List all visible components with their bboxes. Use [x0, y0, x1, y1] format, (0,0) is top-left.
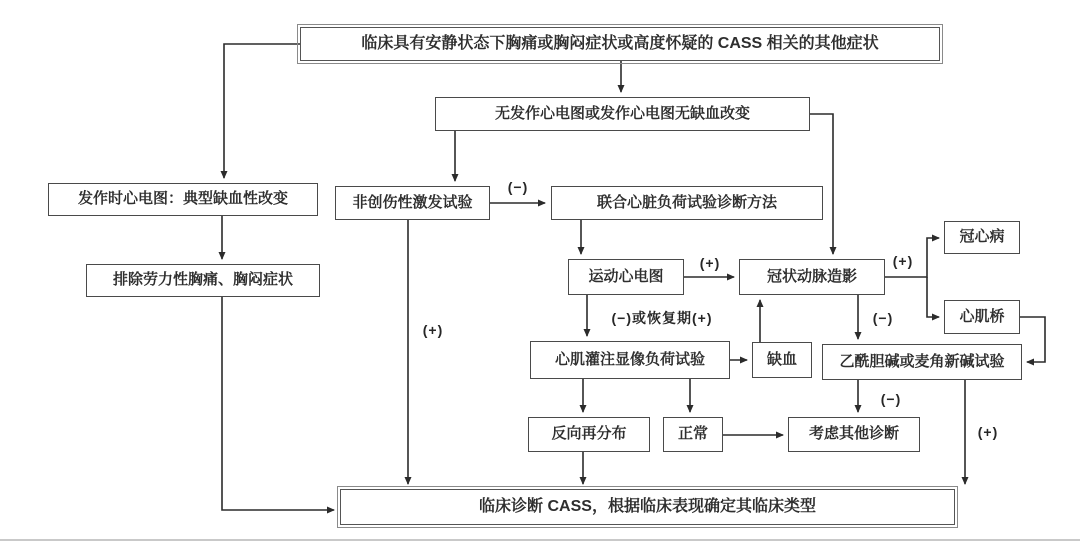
flow-node-diagnosis: 临床诊断 CASS，根据临床表现确定其临床类型 [340, 489, 955, 525]
edge-label-recovery: (−)或恢复期(+) [611, 310, 713, 326]
flow-arrow [927, 277, 939, 317]
flow-node-reverse: 反向再分布 [528, 417, 650, 452]
flow-node-ach: 乙酰胆碱或麦角新碱试验 [822, 344, 1022, 380]
flow-node-chd: 冠心病 [944, 221, 1020, 254]
flow-node-exercise-ecg: 运动心电图 [568, 259, 684, 295]
bottom-divider [0, 539, 1080, 541]
flow-node-ischemia: 缺血 [752, 342, 812, 378]
flow-node-provocation: 非创伤性激发试验 [335, 186, 490, 220]
flow-node-angiography: 冠状动脉造影 [739, 259, 885, 295]
edge-label-ach-pos: (+) [977, 424, 999, 440]
flow-node-normal: 正常 [663, 417, 723, 452]
flow-node-no-attack-ecg: 无发作心电图或发作心电图无缺血改变 [435, 97, 810, 131]
flow-arrow [222, 297, 334, 510]
flow-node-exclude: 排除劳力性胸痛、胸闷症状 [86, 264, 320, 297]
edge-label-provocation-neg: (−) [507, 179, 529, 195]
edge-label-angio-pos: (+) [892, 253, 914, 269]
flow-node-perfusion: 心肌灌注显像负荷试验 [530, 341, 730, 379]
flow-node-combined: 联合心脏负荷试验诊断方法 [551, 186, 823, 220]
flow-arrow [1020, 317, 1045, 362]
edge-label-angio-neg: (−) [872, 310, 894, 326]
edge-label-ach-neg: (−) [880, 391, 902, 407]
flow-arrow [224, 44, 300, 178]
flow-node-other-dx: 考虑其他诊断 [788, 417, 920, 452]
flow-node-attack-ecg: 发作时心电图：典型缺血性改变 [48, 183, 318, 216]
edge-label-exercise-pos: (+) [699, 255, 721, 271]
flow-node-bridge: 心肌桥 [944, 300, 1020, 334]
edge-label-long-pos: (+) [422, 322, 444, 338]
flow-node-symptom: 临床具有安静状态下胸痛或胸闷症状或高度怀疑的 CASS 相关的其他症状 [300, 27, 940, 61]
flow-arrow [810, 114, 833, 254]
